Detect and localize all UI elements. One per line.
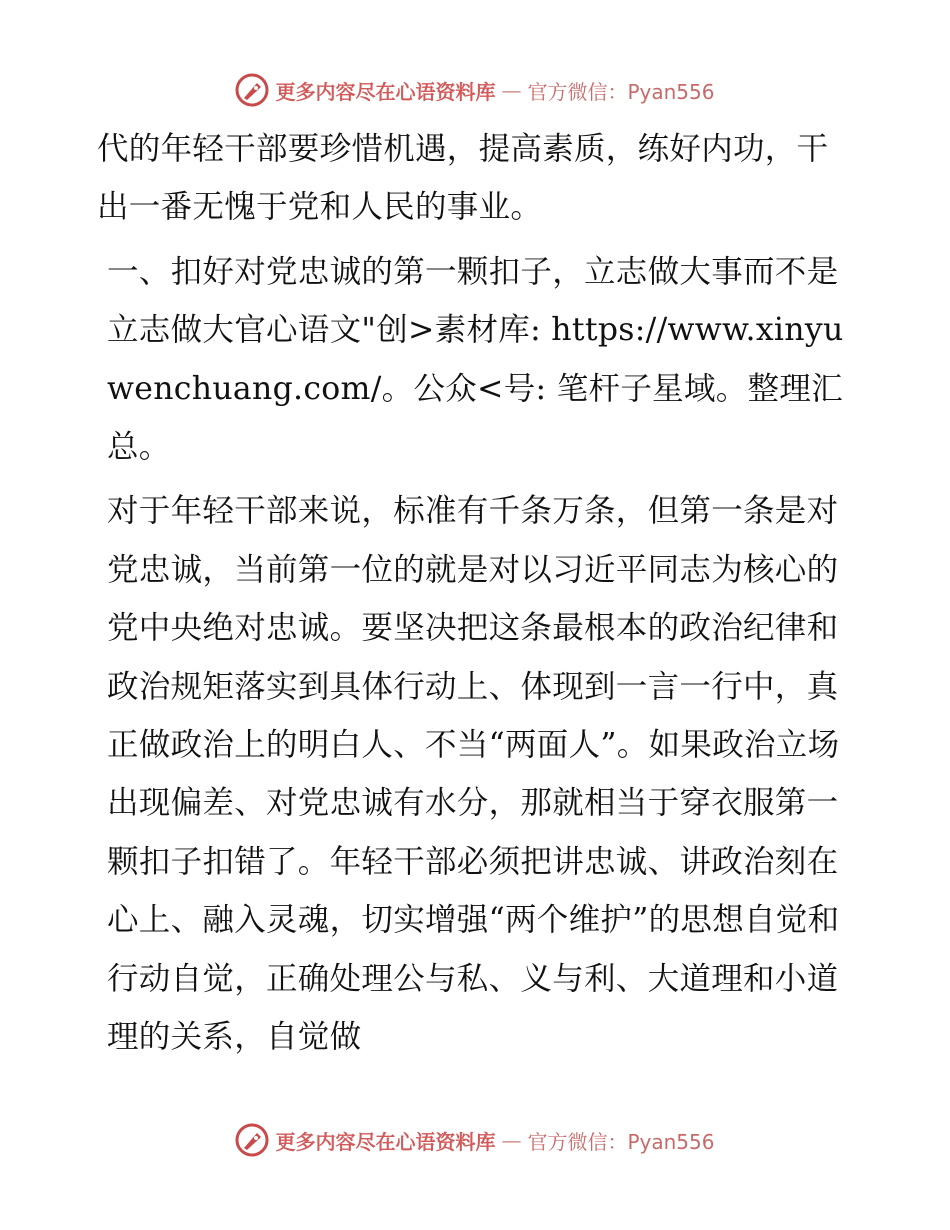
header-separator: — — [501, 78, 522, 102]
pen-nib-logo-icon — [235, 73, 269, 107]
paragraph-1: 代的年轻干部要珍惜机遇，提高素质，练好内功，干出一番无愧于党和人民的事业。 — [97, 131, 829, 226]
document-body — [97, 120, 857, 1100]
pen-nib-logo-icon — [235, 1123, 269, 1157]
header-wechat-text: 官方微信：Pyan556 — [527, 79, 715, 104]
paragraph-3: 对于年轻干部来说，标准有千条万条，但第一条是对党忠诚，当前第一位的就是对以习近平同志为核心的党中央绝对忠诚。要坚决把这条最根本的政治纪律和政治规矩落实到具体行动上、体现到一言一行中，真正做政治上的明白人、不当“两面人”。如果政治立场出现偏差、对党忠诚有水分，那就相当于穿衣服第一颗扣子扣错了。年轻干部必须把讲忠诚、讲政治刻在心上、融入灵魂，切实增强“两个维护”的思想自觉和行动自觉，正确处理公与私、义与利、大道理和小道理的关系，自觉做 — [107, 493, 840, 1056]
header-banner-inner — [235, 73, 714, 107]
header-banner — [0, 68, 950, 112]
footer-separator: — — [501, 1128, 522, 1152]
footer-wechat-text: 官方微信：Pyan556 — [527, 1129, 715, 1154]
footer-banner — [0, 1118, 950, 1162]
header-site-text: 更多内容尽在心语资料库 — [275, 79, 496, 104]
footer-site-text: 更多内容尽在心语资料库 — [275, 1129, 496, 1154]
footer-banner-inner — [235, 1123, 714, 1157]
paragraph-2: 一、扣好对党忠诚的第一颗扣子，立志做大事而不是立志做大官心语文"创>素材库: https://www.xinyuwenchuang.com/。公众<号: 笔杆子星域。整理汇总。 — [107, 253, 844, 466]
